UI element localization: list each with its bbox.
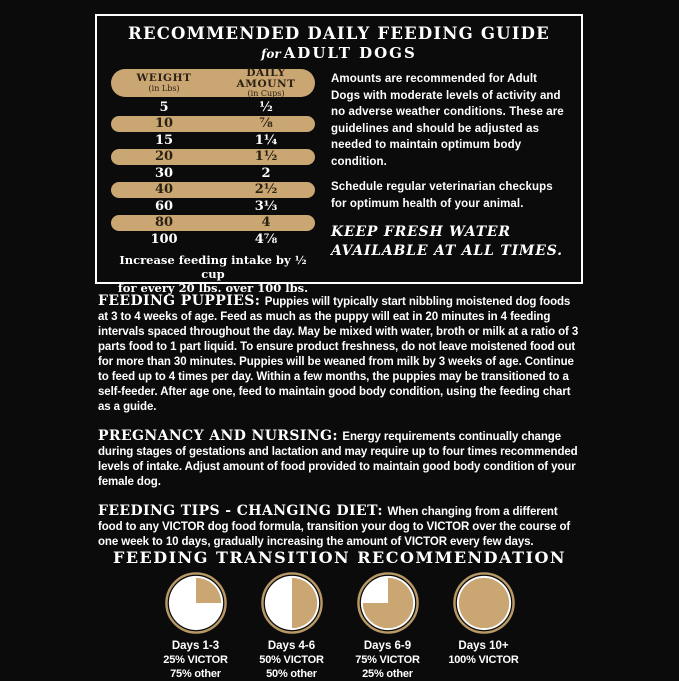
weight-column-header: WEIGHT (in Lbs) [136, 72, 192, 93]
pie-other-label: 50% other [266, 668, 317, 680]
section-feeding-tips [98, 504, 582, 549]
transition-step-1 [156, 572, 236, 681]
pie-victor-label: 100% VICTOR [448, 654, 519, 666]
pie-victor-label: 75% VICTOR [355, 654, 420, 666]
note-paragraph-amounts: Amounts are recommended for Adult Dogs with moderate levels of activity and no adverse weather conditions. These are guidelines and should be adjusted as needed to maintain optimum body condition. [331, 73, 564, 168]
amount-column-header: DAILY AMOUNT (in Cups) [236, 67, 296, 98]
section-heading: PREGNANCY AND NURSING: [98, 428, 338, 444]
pie-chart-50pct-icon [261, 572, 323, 634]
pie-days-label: Days 10+ [458, 640, 509, 652]
transition-pies [0, 572, 679, 681]
table-row: 80 4 [111, 215, 315, 232]
pie-other-label: 25% other [362, 668, 413, 680]
pie-victor-label: 25% VICTOR [163, 654, 228, 666]
pie-days-label: Days 4-6 [267, 640, 316, 652]
transition-heading: FEEDING TRANSITION RECOMMENDATION [112, 548, 567, 567]
pie-days-label: Days 1-3 [171, 640, 220, 652]
info-sections [98, 294, 582, 564]
table-row: 40 2½ [111, 182, 315, 199]
pie-days-label: Days 6-9 [363, 640, 412, 652]
table-row: 5 ½ [159, 99, 273, 115]
fresh-water-notice: KEEP FRESH WATER AVAILABLE AT ALL TIMES. [331, 224, 563, 259]
feeding-table-header [111, 69, 315, 97]
table-row: 30 2 [154, 165, 271, 181]
guide-notes [315, 69, 567, 295]
feeding-guide-box [95, 14, 583, 295]
pie-victor-label: 50% VICTOR [259, 654, 324, 666]
feeding-table-rows [111, 99, 315, 248]
guide-title-line1: RECOMMENDED DAILY FEEDING GUIDE [128, 24, 550, 43]
transition-step-2 [252, 572, 332, 681]
table-row: 20 1½ [111, 149, 315, 166]
section-feeding-puppies [98, 294, 582, 414]
table-footnote: Increase feeding intake by ½ cup for every 20 lbs. over 100 lbs. [117, 252, 309, 295]
table-row: 100 4⅞ [150, 231, 278, 247]
table-row: 60 3⅓ [154, 198, 278, 214]
guide-box-content [111, 69, 567, 295]
guide-title-dogs: ADULT DOGS [283, 44, 417, 62]
note-paragraph-vet: Schedule regular veterinarian checkups for optimum health of your animal. [331, 181, 553, 210]
table-row: 15 1¼ [154, 132, 278, 148]
feeding-table [111, 69, 315, 295]
guide-title-for: for [261, 47, 281, 61]
section-pregnancy-nursing [98, 429, 582, 489]
pie-chart-75pct-icon [357, 572, 419, 634]
pie-chart-25pct-icon [165, 572, 227, 634]
pie-chart-100pct-icon [453, 572, 515, 634]
section-heading: FEEDING PUPPIES: [98, 293, 261, 309]
guide-title-line2 [111, 44, 567, 63]
transition-step-3 [348, 572, 428, 681]
guide-box-title [111, 24, 567, 63]
table-row: 10 ⅞ [111, 116, 315, 133]
section-body: Energy requirements continually change during stages of gestations and lactation and may require up to four times recommended levels of intake. Adjust amount of food provided to maintain good body condition of your female dog. [98, 431, 578, 488]
transition-step-4 [444, 572, 524, 681]
pie-other-label: 75% other [170, 668, 221, 680]
section-body: When changing from a different food to any VICTOR dog food formula, transition your dog to VICTOR over the course of one week to 10 days, gradually increasing the amount of VICTOR every few days. [98, 506, 571, 548]
section-body: Puppies will typically start nibbling moistened dog foods at 3 to 4 weeks of age. Feed as much as the puppy will eat in 20 minutes in 4 feeding intervals spaced throughout the day. May be mixed with water, broth or milk at a ratio of 3 parts food to 1 part liquid. To ensure product freshness, do not leave moistened food out for more than 30 minutes. Puppies will be weaned from milk by 3 weeks of age. Continue to feed up to 4 times per day. Within a few months, the puppies may be transitioned to a self-feeder. After age one, feed to maintain good body condition, using the feeding chart as a guide. [98, 296, 579, 413]
section-heading: FEEDING TIPS - CHANGING DIET: [98, 503, 383, 519]
